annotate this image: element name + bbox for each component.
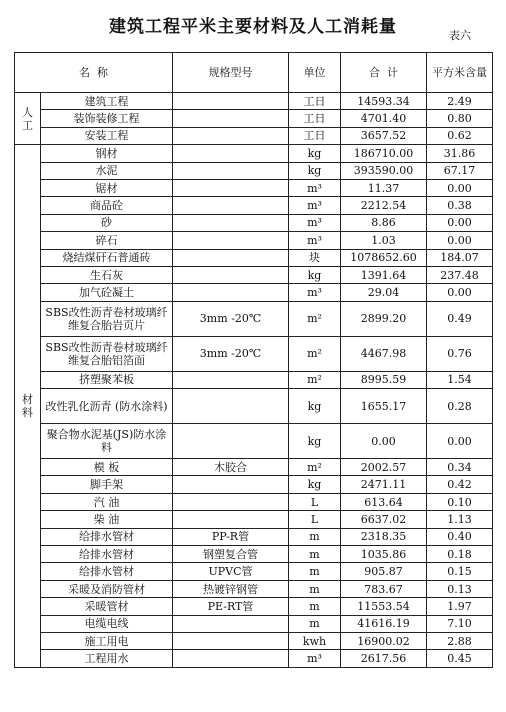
row-name: 改性乳化沥青 (防水涂料)	[41, 389, 173, 424]
row-spec	[173, 145, 289, 162]
row-unit: m	[289, 598, 341, 615]
row-per-m2: 0.18	[427, 546, 493, 563]
table-row	[15, 127, 493, 144]
row-unit: m	[289, 528, 341, 545]
row-spec: PP-R管	[173, 528, 289, 545]
row-unit: kg	[289, 389, 341, 424]
row-total: 1035.86	[341, 546, 427, 563]
row-per-m2: 0.00	[427, 424, 493, 459]
row-per-m2: 2.49	[427, 93, 493, 110]
row-total: 2899.20	[341, 301, 427, 336]
row-spec	[173, 249, 289, 266]
row-total: 41616.19	[341, 615, 427, 632]
row-unit: 工日	[289, 93, 341, 110]
table-number: 表六	[449, 29, 471, 42]
row-spec	[173, 214, 289, 231]
table-row	[15, 580, 493, 597]
page-title: 建筑工程平米主要材料及人工消耗量	[109, 17, 397, 37]
row-name: 柴 油	[41, 511, 173, 528]
header-total: 合 计	[341, 53, 427, 93]
row-spec	[173, 389, 289, 424]
row-per-m2: 0.00	[427, 232, 493, 249]
row-unit: kg	[289, 145, 341, 162]
group-label-labor	[15, 93, 41, 145]
row-name: 砂	[41, 214, 173, 231]
row-name: 装饰装修工程	[41, 110, 173, 127]
table-header-row	[15, 53, 493, 93]
table-row	[15, 563, 493, 580]
row-per-m2: 0.28	[427, 389, 493, 424]
table-row	[15, 511, 493, 528]
row-per-m2: 2.88	[427, 632, 493, 649]
row-name: 采暖管材	[41, 598, 173, 615]
row-per-m2: 31.86	[427, 145, 493, 162]
row-name: 烧结煤矸石普通砖	[41, 249, 173, 266]
table-row	[15, 93, 493, 110]
table-row	[15, 284, 493, 301]
row-total: 11553.54	[341, 598, 427, 615]
group-label-labor-char-1: 人	[22, 105, 33, 119]
materials-table	[14, 52, 493, 668]
row-total: 0.00	[341, 424, 427, 459]
row-name: SBS改性沥青卷材玻璃纤维复合胎岩页片	[41, 301, 173, 336]
row-per-m2: 0.10	[427, 493, 493, 510]
row-unit: m²	[289, 459, 341, 476]
table-row	[15, 266, 493, 283]
row-spec: 3mm -20℃	[173, 336, 289, 371]
row-spec	[173, 162, 289, 179]
row-name: 脚手架	[41, 476, 173, 493]
row-unit: m	[289, 615, 341, 632]
row-total: 2318.35	[341, 528, 427, 545]
row-per-m2: 1.97	[427, 598, 493, 615]
table-row	[15, 214, 493, 231]
row-name: 模 板	[41, 459, 173, 476]
row-total: 1655.17	[341, 389, 427, 424]
table-row	[15, 249, 493, 266]
row-total: 2471.11	[341, 476, 427, 493]
row-per-m2: 1.54	[427, 371, 493, 388]
row-name: 锯材	[41, 179, 173, 196]
row-spec	[173, 615, 289, 632]
row-unit: m³	[289, 179, 341, 196]
row-name: 安装工程	[41, 127, 173, 144]
row-per-m2: 0.49	[427, 301, 493, 336]
row-spec	[173, 266, 289, 283]
row-total: 3657.52	[341, 127, 427, 144]
table-row	[15, 301, 493, 336]
table-row	[15, 336, 493, 371]
row-spec: UPVC管	[173, 563, 289, 580]
row-per-m2: 0.13	[427, 580, 493, 597]
row-name: SBS改性沥青卷材玻璃纤维复合胎铝箔面	[41, 336, 173, 371]
row-per-m2: 0.15	[427, 563, 493, 580]
row-spec: PE-RT管	[173, 598, 289, 615]
table-row	[15, 424, 493, 459]
row-name: 水泥	[41, 162, 173, 179]
table-row	[15, 459, 493, 476]
table-row	[15, 110, 493, 127]
table-row	[15, 632, 493, 649]
row-spec: 钢塑复合管	[173, 546, 289, 563]
row-unit: kg	[289, 476, 341, 493]
row-name: 建筑工程	[41, 93, 173, 110]
row-name: 聚合物水泥基(JS)防水涂料	[41, 424, 173, 459]
row-per-m2: 0.80	[427, 110, 493, 127]
row-name: 施工用电	[41, 632, 173, 649]
row-unit: L	[289, 493, 341, 510]
row-per-m2: 0.00	[427, 214, 493, 231]
row-unit: kg	[289, 266, 341, 283]
row-unit: kg	[289, 162, 341, 179]
row-name: 给排水管材	[41, 528, 173, 545]
row-per-m2: 237.48	[427, 266, 493, 283]
row-spec	[173, 232, 289, 249]
row-total: 4701.40	[341, 110, 427, 127]
row-per-m2: 0.76	[427, 336, 493, 371]
row-spec	[173, 632, 289, 649]
row-unit: L	[289, 511, 341, 528]
row-name: 电缆电线	[41, 615, 173, 632]
row-total: 613.64	[341, 493, 427, 510]
group-label-materials: 材料	[15, 145, 41, 668]
table-row	[15, 232, 493, 249]
row-name: 采暖及消防管材	[41, 580, 173, 597]
row-per-m2: 0.38	[427, 197, 493, 214]
row-total: 8995.59	[341, 371, 427, 388]
table-row	[15, 546, 493, 563]
row-unit: m²	[289, 336, 341, 371]
row-unit: kwh	[289, 632, 341, 649]
row-unit: 工日	[289, 127, 341, 144]
table-row	[15, 615, 493, 632]
row-name: 加气砼凝土	[41, 284, 173, 301]
table-row	[15, 371, 493, 388]
row-per-m2: 0.62	[427, 127, 493, 144]
row-spec	[173, 371, 289, 388]
row-total: 29.04	[341, 284, 427, 301]
row-total: 2002.57	[341, 459, 427, 476]
header-per-m2: 平方米含量	[427, 53, 493, 93]
table-row	[15, 145, 493, 162]
row-total: 393590.00	[341, 162, 427, 179]
row-name: 给排水管材	[41, 563, 173, 580]
header-spec: 规格型号	[173, 53, 289, 93]
row-total: 2212.54	[341, 197, 427, 214]
row-per-m2: 0.34	[427, 459, 493, 476]
table-row	[15, 528, 493, 545]
row-spec	[173, 110, 289, 127]
row-unit: m	[289, 546, 341, 563]
row-spec	[173, 93, 289, 110]
row-total: 6637.02	[341, 511, 427, 528]
row-total: 11.37	[341, 179, 427, 196]
row-spec	[173, 284, 289, 301]
row-total: 14593.34	[341, 93, 427, 110]
table-row	[15, 476, 493, 493]
row-total: 905.87	[341, 563, 427, 580]
header-name: 名 称	[15, 53, 173, 93]
row-spec	[173, 424, 289, 459]
table-row	[15, 650, 493, 667]
row-unit: m²	[289, 301, 341, 336]
row-name: 商品砼	[41, 197, 173, 214]
row-unit: 块	[289, 249, 341, 266]
row-total: 16900.02	[341, 632, 427, 649]
row-per-m2: 184.07	[427, 249, 493, 266]
row-total: 2617.56	[341, 650, 427, 667]
table-row	[15, 179, 493, 196]
row-name: 钢材	[41, 145, 173, 162]
row-total: 1.03	[341, 232, 427, 249]
row-total: 783.67	[341, 580, 427, 597]
row-spec	[173, 127, 289, 144]
table-row	[15, 598, 493, 615]
row-unit: m	[289, 563, 341, 580]
row-total: 4467.98	[341, 336, 427, 371]
row-name: 工程用水	[41, 650, 173, 667]
row-total: 186710.00	[341, 145, 427, 162]
table-row	[15, 493, 493, 510]
row-unit: kg	[289, 424, 341, 459]
row-name: 碎石	[41, 232, 173, 249]
row-spec: 3mm -20℃	[173, 301, 289, 336]
row-per-m2: 0.00	[427, 179, 493, 196]
table-row	[15, 197, 493, 214]
row-per-m2: 0.40	[427, 528, 493, 545]
row-per-m2: 0.42	[427, 476, 493, 493]
row-name: 挤塑聚苯板	[41, 371, 173, 388]
row-total: 1391.64	[341, 266, 427, 283]
row-unit: m³	[289, 197, 341, 214]
group-label-labor-char-2: 工	[22, 118, 33, 132]
row-unit: m²	[289, 371, 341, 388]
row-spec	[173, 511, 289, 528]
row-unit: m	[289, 580, 341, 597]
row-per-m2: 67.17	[427, 162, 493, 179]
row-unit: m³	[289, 284, 341, 301]
row-unit: 工日	[289, 110, 341, 127]
row-spec	[173, 650, 289, 667]
row-spec: 热镀锌钢管	[173, 580, 289, 597]
row-spec	[173, 476, 289, 493]
row-spec	[173, 179, 289, 196]
row-spec	[173, 493, 289, 510]
row-total: 8.86	[341, 214, 427, 231]
row-per-m2: 7.10	[427, 615, 493, 632]
row-unit: m³	[289, 650, 341, 667]
row-per-m2: 0.00	[427, 284, 493, 301]
row-per-m2: 1.13	[427, 511, 493, 528]
row-name: 给排水管材	[41, 546, 173, 563]
table-row	[15, 162, 493, 179]
row-total: 1078652.60	[341, 249, 427, 266]
header-unit: 单位	[289, 53, 341, 93]
row-name: 生石灰	[41, 266, 173, 283]
row-spec	[173, 197, 289, 214]
table-body	[15, 93, 493, 668]
row-unit: m³	[289, 232, 341, 249]
row-name: 汽 油	[41, 493, 173, 510]
row-unit: m³	[289, 214, 341, 231]
table-row	[15, 389, 493, 424]
row-per-m2: 0.45	[427, 650, 493, 667]
row-spec: 木胶合	[173, 459, 289, 476]
